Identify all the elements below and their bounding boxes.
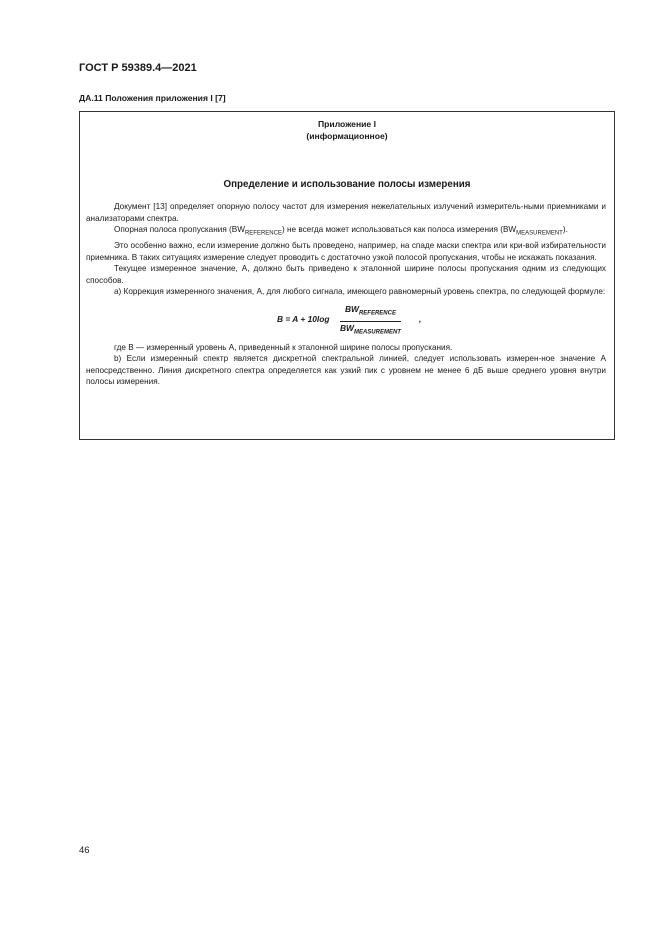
paragraph <box>86 224 606 240</box>
text-span: Опорная полоса пропускания (BW <box>114 225 245 234</box>
appendix-body <box>86 201 606 388</box>
formula-num-sub: REFERENCE <box>358 310 396 317</box>
formula-num-base: BW <box>345 303 359 314</box>
text-span: ). <box>562 225 568 234</box>
subscript: REFERENCE <box>244 230 282 237</box>
formula-denominator <box>340 322 401 339</box>
paragraph: b) Если измеренный спектр является дискретной спектральной линией, следует использовать измерен-ное значение А непосредственно. Линия дискретного спектра определяется как узкий пик с уровнем не менее 6 дБ выше среднего уровня внутри полосы измерения. <box>86 354 606 387</box>
standard-designation: ГОСТ Р 59389.4—2021 <box>79 62 197 74</box>
appendix-frame <box>79 111 615 440</box>
formula-comma: , <box>419 313 422 324</box>
formula-fraction <box>340 304 401 339</box>
formula <box>86 304 606 334</box>
formula-numerator <box>340 304 401 322</box>
formula-lhs: B = A + 10log <box>277 313 330 324</box>
appendix-title-block <box>80 118 614 142</box>
page-number: 46 <box>79 845 90 856</box>
paragraph: Это особенно важно, если измерение должно быть проведено, например, на спаде маски спектра или кри-вой избирательности приемника. В таких ситуациях измерение следует проводить с достаточно узкой полосой пропускания, чтобы не искажать показания. <box>86 241 606 262</box>
appendix-subtitle: (информационное) <box>306 131 388 141</box>
paragraph: а) Коррекция измеренного значения, А, для любого сигнала, имеющего равномерный уровень спектра, по следующей формуле: <box>114 287 606 297</box>
subscript: MEASUREMENT <box>516 230 563 237</box>
section-title: ДА.11 Положения приложения I [7] <box>79 93 226 103</box>
text-span: ) не всегда может использоваться как полоса измерения (BW <box>281 225 517 234</box>
paragraph: Документ [13] определяет опорную полосу частот для измерения нежелательных излучений измеритель-ными приемниками и анализаторами спектра. <box>86 202 606 223</box>
paragraph: где В — измеренный уровень А, приведенный к эталонной ширине полосы пропускания. <box>114 342 453 352</box>
paragraph: Текущее измеренное значение, А, должно быть приведено к эталонной ширине полосы пропускания одним из следующих способов. <box>86 264 606 285</box>
appendix-heading: Определение и использование полосы измерения <box>223 179 471 190</box>
formula-den-base: BW <box>340 322 354 333</box>
formula-den-sub: MEASUREMENT <box>353 329 401 336</box>
appendix-title: Приложение I <box>318 119 376 129</box>
